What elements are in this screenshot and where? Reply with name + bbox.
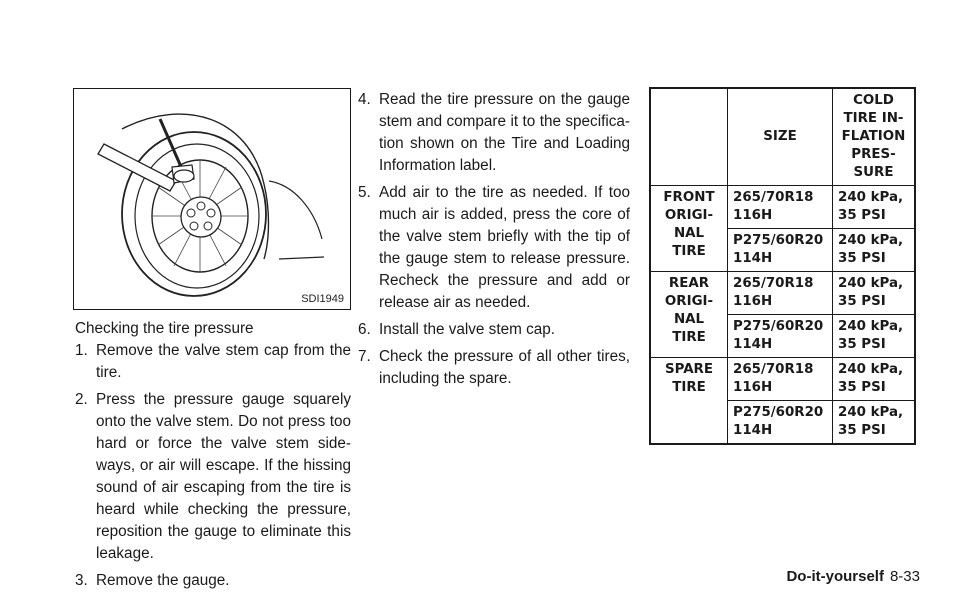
tire-pressure-figure <box>73 88 351 310</box>
size-cell: P275/60R20 114H <box>728 315 833 358</box>
step-text: Add air to the tire as needed. If too much air is added, press the core of the valve stem briefly with the tip of the gauge stem to release pressure. Recheck the pressure and add or release air as needed. <box>379 184 630 311</box>
step-number: 2. <box>75 391 88 408</box>
size-cell: P275/60R20 114H <box>728 401 833 445</box>
step-text: Read the tire pressure on the gauge stem and compare it to the specifica-tion shown on the Tire and Loading Information label. <box>379 91 630 174</box>
step-text: Install the valve stem cap. <box>379 321 555 338</box>
steps-list-1 <box>75 340 351 592</box>
step-number: 7. <box>358 348 371 365</box>
step-number: 6. <box>358 321 371 338</box>
tire-pressure-table <box>649 87 916 445</box>
steps-list-2 <box>358 89 630 390</box>
pressure-cell: 240 kPa, 35 PSI <box>833 229 916 272</box>
step-item <box>358 182 630 314</box>
step-number: 5. <box>358 184 371 201</box>
page-footer <box>786 568 920 585</box>
step-number: 3. <box>75 572 88 589</box>
pressure-cell: 240 kPa, 35 PSI <box>833 358 916 401</box>
step-text: Remove the gauge. <box>96 572 230 589</box>
position-cell: SPARE TIRE <box>650 358 728 445</box>
table-row <box>650 186 915 229</box>
pressure-cell: 240 kPa, 35 PSI <box>833 186 916 229</box>
footer-section: Do-it-yourself <box>786 568 884 585</box>
pressure-gauge-icon <box>98 119 194 191</box>
pressure-cell: 240 kPa, 35 PSI <box>833 401 916 445</box>
size-cell: 265/70R18 116H <box>728 272 833 315</box>
step-item <box>358 346 630 390</box>
instructions-column-1 <box>75 318 351 597</box>
page-number: 8-33 <box>889 568 920 585</box>
instructions-column-2 <box>358 89 630 395</box>
header-size: SIZE <box>728 88 833 186</box>
step-text: Remove the valve stem cap from the tire. <box>96 342 351 381</box>
step-text: Check the pressure of all other tires, including the spare. <box>379 348 630 387</box>
table-header-row <box>650 88 915 186</box>
tire-wheel-illustration <box>74 89 349 308</box>
size-cell: P275/60R20 114H <box>728 229 833 272</box>
step-item <box>75 340 351 384</box>
step-item <box>358 89 630 177</box>
position-cell: REAR ORIGI-NAL TIRE <box>650 272 728 358</box>
figure-code: SDI1949 <box>301 293 344 305</box>
step-item <box>75 389 351 565</box>
size-cell: 265/70R18 116H <box>728 186 833 229</box>
step-item <box>358 319 630 341</box>
position-cell: FRONT ORIGI-NAL TIRE <box>650 186 728 272</box>
table-row <box>650 272 915 315</box>
header-pressure: COLD TIRE IN-FLATION PRES-SURE <box>833 88 916 186</box>
table-row <box>650 358 915 401</box>
step-item <box>75 570 351 592</box>
step-text: Press the pressure gauge squarely onto the valve stem. Do not press too hard or force the valve stem side-ways, or air will escape. If the hissing sound of air escaping from the tire is heard while checking the pressure, reposition the gauge to eliminate this leakage. <box>96 391 351 562</box>
pressure-cell: 240 kPa, 35 PSI <box>833 272 916 315</box>
section-heading: Checking the tire pressure <box>75 320 254 337</box>
step-number: 4. <box>358 91 371 108</box>
size-cell: 265/70R18 116H <box>728 358 833 401</box>
step-number: 1. <box>75 342 88 359</box>
header-blank <box>650 88 728 186</box>
pressure-cell: 240 kPa, 35 PSI <box>833 315 916 358</box>
